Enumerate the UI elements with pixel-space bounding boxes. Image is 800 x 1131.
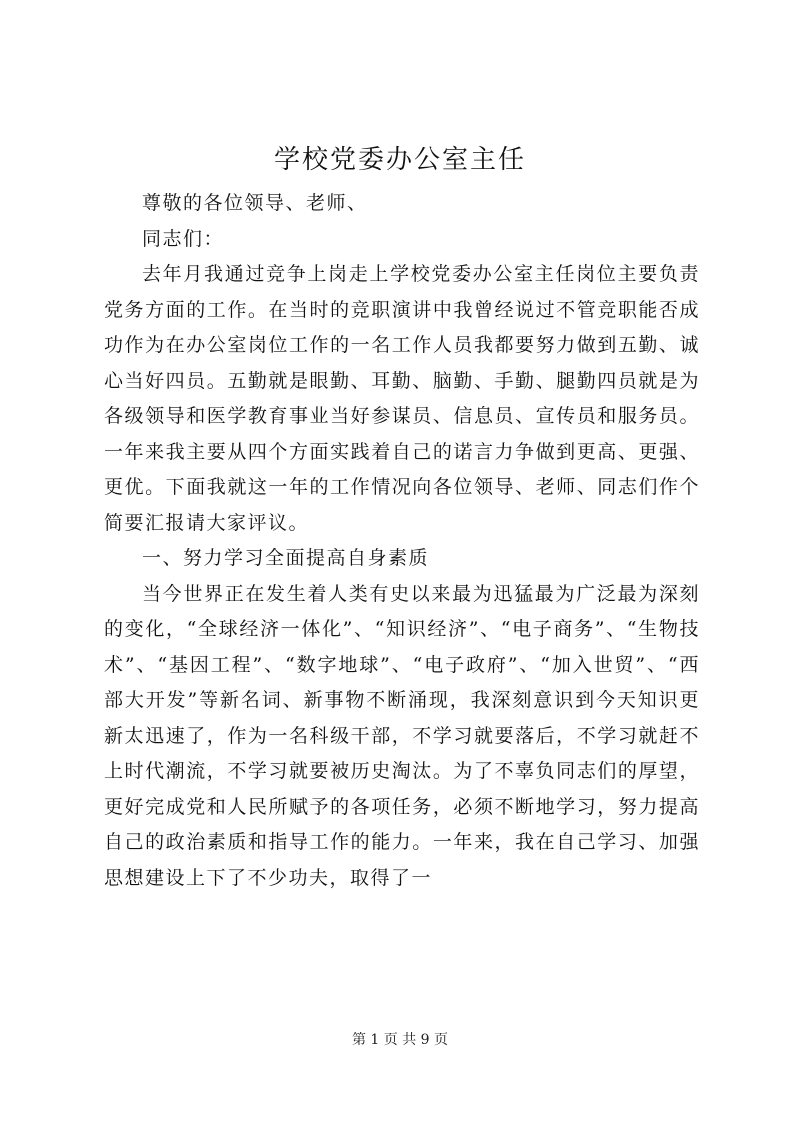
section-heading-1: 一、努力学习全面提高自身素质 [142, 547, 430, 569]
document-title: 学校党委办公室主任 [273, 145, 526, 175]
document-body [104, 186, 700, 896]
salutation-line-1: 尊敬的各位领导、老师、 [142, 192, 368, 214]
page-footer: 第 1 页 共 9 页 [351, 1032, 449, 1048]
salutation-line-2: 同志们： [142, 227, 225, 250]
section-paragraph-1: 当今世界正在发生着人类有史以来最为迅猛最为广泛最为深刻的变化，“全球经济一体化”、“知识经济”、“电子商务”、“生物技术”、“基因工程”、“数字地球”、“电子政府”、“加入世贸”、“西部大开发”等新名词、新事物不断涌现，我深刻意识到今天知识更新太迅速了，作为一名科级干部，不学习就要落后，不学习就赶不上时代潮流，不学习就要被历史淘汰。为了不辜负同志们的厚望，更好完成党和人民所赋予的各项任务，必须不断地学习，努力提高自己的政治素质和指导工作的能力。一年来，我在自己学习、加强思想建设上下了不少功夫，取得了一 [104, 582, 700, 889]
intro-paragraph: 去年月我通过竞争上岗走上学校党委办公室主任岗位主要负责党务方面的工作。在当时的竞职演讲中我曾经说过不管竞职能否成功作为在办公室岗位工作的一名工作人员我都要努力做到五勤、诚心当好四员。五勤就是眼勤、耳勤、脑勤、手勤、腿勤四员就是为各级领导和医学教育事业当好参谋员、信息员、宣传员和服务员。一年来我主要从四个方面实践着自己的诺言力争做到更高、更强、更优。下面我就这一年的工作情况向各位领导、老师、同志们作个简要汇报请大家评议。 [104, 263, 700, 534]
